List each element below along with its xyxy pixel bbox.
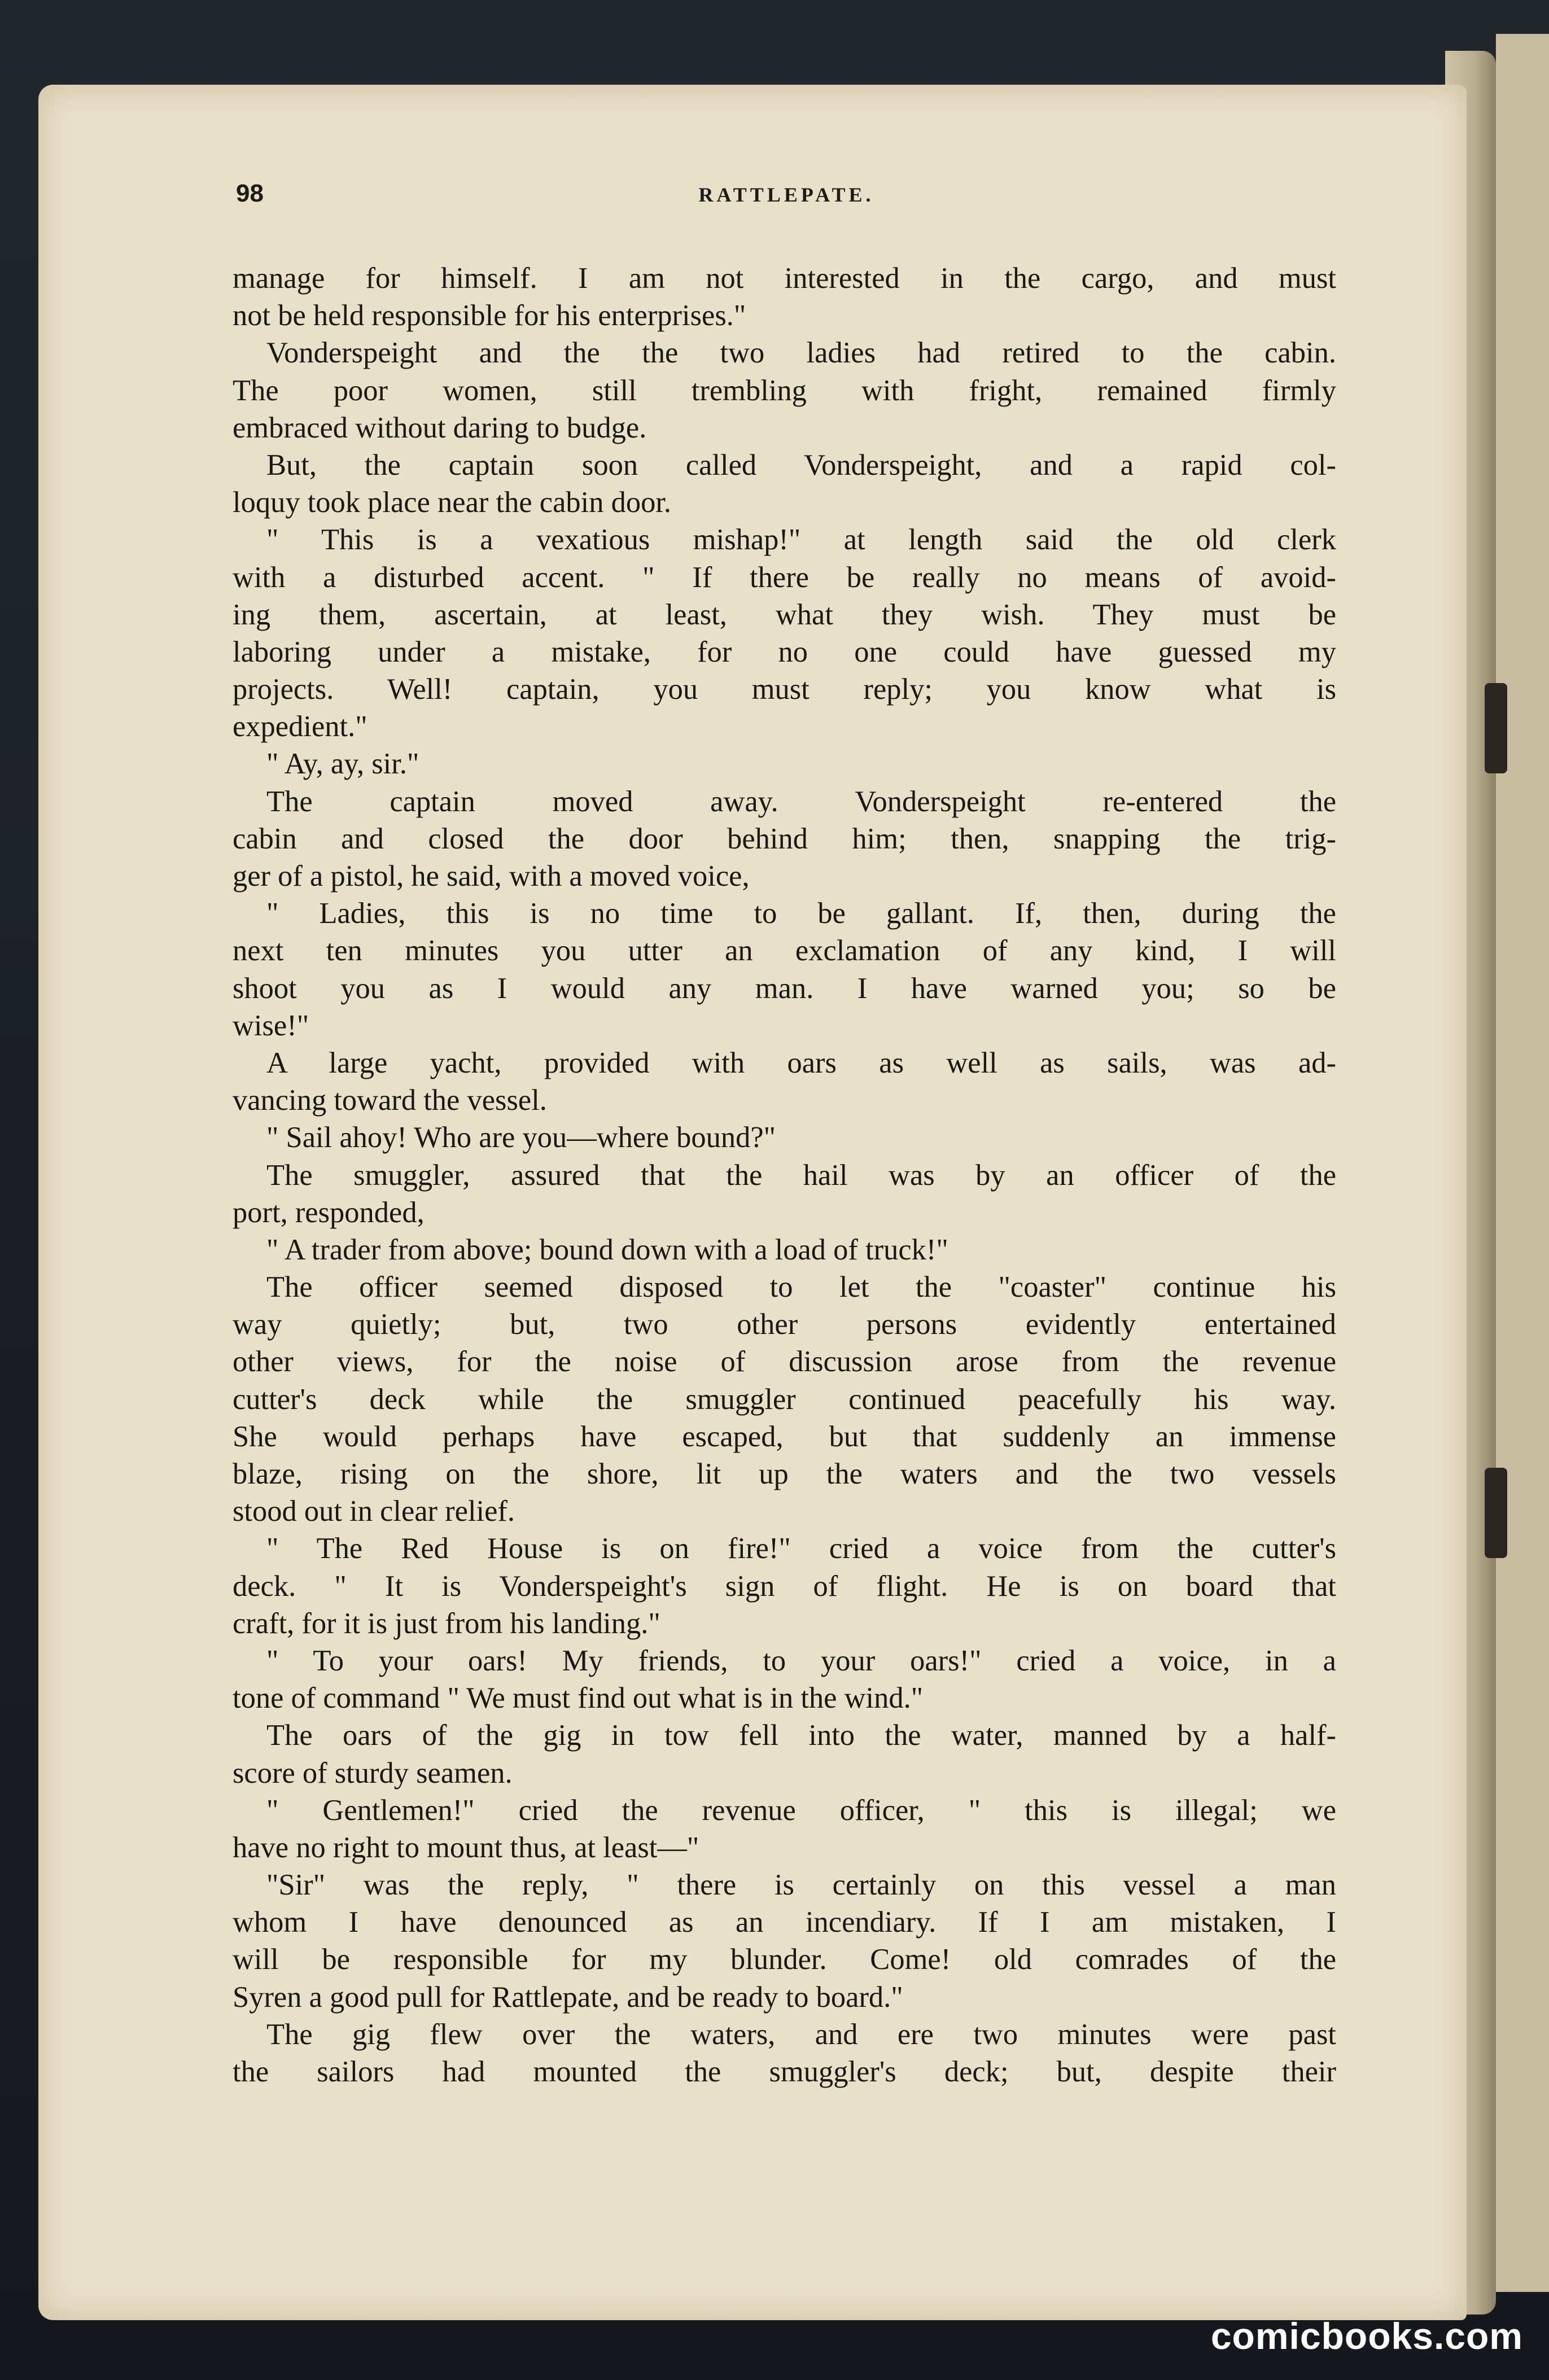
text-line: tone of command " We must find out what is in the wind." (233, 1682, 924, 1715)
running-head: RATTLEPATE. (698, 183, 874, 206)
text-line: wise!" (233, 1009, 309, 1042)
text-line: ing them, ascertain, at least, what they wish. They must be (233, 598, 1336, 631)
text-line: have no right to mount thus, at least—" (233, 1831, 699, 1864)
page-number: 98 (236, 180, 264, 207)
text-line: blaze, rising on the shore, lit up the waters and the two vessels (233, 1458, 1336, 1490)
text-line: score of sturdy seamen. (233, 1756, 513, 1790)
text-line: The poor women, still trembling with fright, remained firmly (233, 374, 1336, 407)
text-line: " To your oars! My friends, to your oars!" cried a voice, in a (266, 1644, 1336, 1677)
watermark: comicbooks.com (1210, 2315, 1523, 2357)
facing-page-edge (1496, 34, 1549, 2292)
text-line: not be held responsible for his enterprises." (233, 299, 746, 333)
text-line: craft, for it is just from his landing." (233, 1607, 660, 1640)
text-line: The oars of the gig in tow fell into the water, manned by a half- (266, 1719, 1336, 1752)
text-line: A large yacht, provided with oars as well as sails, was ad- (266, 1046, 1336, 1079)
text-line: But, the captain soon called Vonderspeight, and a rapid col- (266, 448, 1336, 482)
text-line: next ten minutes you utter an exclamation of any kind, I will (233, 934, 1336, 968)
text-line: " A trader from above; bound down with a load of truck!" (266, 1233, 948, 1266)
text-line: The smuggler, assured that the hail was by an officer of the (266, 1158, 1336, 1192)
body-text (233, 260, 1336, 2090)
text-line: other views, for the noise of discussion arose from the revenue (233, 1345, 1336, 1379)
text-line: port, responded, (233, 1196, 425, 1229)
text-line: shoot you as I would any man. I have warned you; so be (233, 972, 1336, 1005)
text-line: The officer seemed disposed to let the "coaster" continue his (266, 1271, 1336, 1304)
binding-staple (1485, 683, 1507, 773)
text-line: " This is a vexatious mishap!" at length said the old clerk (266, 523, 1336, 557)
text-line: ger of a pistol, he said, with a moved voice, (233, 860, 750, 893)
text-line: loquy took place near the cabin door. (233, 486, 672, 519)
text-line: expedient." (233, 710, 367, 743)
text-line: " Ay, ay, sir." (266, 747, 419, 781)
text-line: cabin and closed the door behind him; then, snapping the trig- (233, 822, 1336, 855)
binding-staple (1485, 1468, 1507, 1558)
text-line: deck. " It is Vonderspeight's sign of flight. He is on board that (233, 1569, 1336, 1603)
text-line: projects. Well! captain, you must reply; you know what is (233, 673, 1336, 706)
text-line: the sailors had mounted the smuggler's deck; but, despite their (233, 2055, 1336, 2088)
text-line: She would perhaps have escaped, but that suddenly an immense (233, 1420, 1336, 1453)
text-line: manage for himself. I am not interested in the cargo, and must (233, 262, 1336, 295)
text-line: laboring under a mistake, for no one could have guessed my (233, 635, 1336, 668)
text-line: with a disturbed accent. " If there be really no means of avoid- (233, 561, 1336, 594)
text-line: " Sail ahoy! Who are you—where bound?" (266, 1121, 776, 1154)
text-line: whom I have denounced as an incendiary. If I am mistaken, I (233, 1906, 1336, 1939)
text-line: embraced without daring to budge. (233, 411, 647, 444)
page-header (236, 180, 1337, 213)
text-line: Syren a good pull for Rattlepate, and be ready to board." (233, 1980, 903, 2014)
text-line: vancing toward the vessel. (233, 1084, 547, 1117)
text-line: " The Red House is on fire!" cried a voice from the cutter's (266, 1532, 1336, 1565)
text-line: " Ladies, this is no time to be gallant. If, then, during the (266, 897, 1336, 930)
text-line: cutter's deck while the smuggler continued peacefully his way. (233, 1383, 1336, 1416)
text-line: way quietly; but, two other persons evidently entertained (233, 1308, 1336, 1341)
text-line: The gig flew over the waters, and ere two minutes were past (266, 2018, 1336, 2051)
text-line: Vonderspeight and the the two ladies had retired to the cabin. (266, 336, 1336, 370)
text-line: stood out in clear relief. (233, 1495, 515, 1528)
text-line: will be responsible for my blunder. Come! old comrades of the (233, 1943, 1336, 1976)
text-line: "Sir" was the reply, " there is certainly on this vessel a man (266, 1869, 1336, 1902)
text-line: " Gentlemen!" cried the revenue officer, " this is illegal; we (266, 1793, 1336, 1827)
text-line: The captain moved away. Vonderspeight re-entered the (266, 785, 1336, 818)
